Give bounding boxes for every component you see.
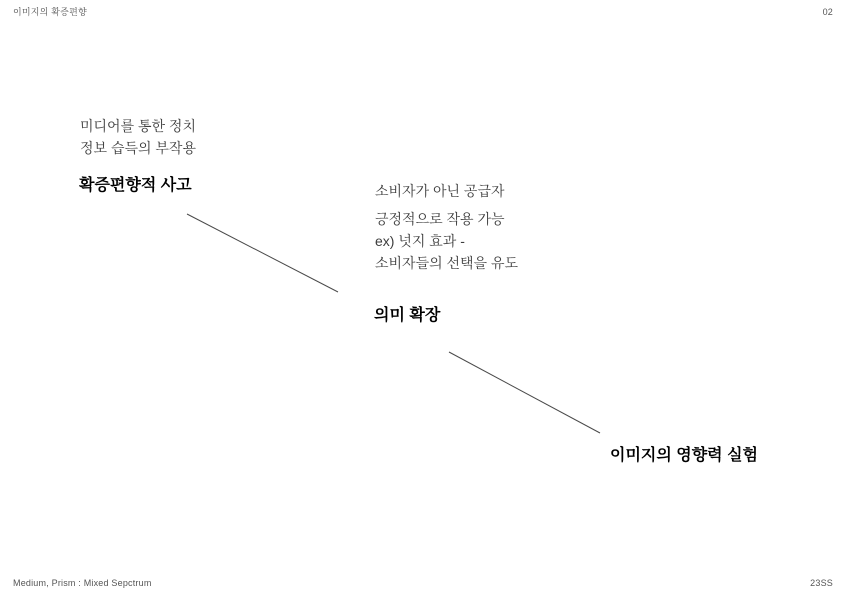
connector-line-bias-to-expansion (187, 214, 338, 292)
intro-text-block (80, 115, 196, 159)
supplier-line-4: 소비자들의 선택을 유도 (375, 255, 519, 271)
supplier-paragraph-2 (375, 208, 518, 274)
footer-season: 23SS (810, 578, 833, 588)
connector-line-expansion-to-influence (449, 352, 600, 433)
header-title: 이미지의 확증편향 (13, 7, 87, 17)
supplier-line-2: 긍정적으로 작용 가능 (375, 211, 505, 227)
intro-line-2: 정보 습득의 부작용 (80, 140, 196, 156)
node-meaning-expansion: 의미 확장 (374, 307, 441, 324)
header-page-number: 02 (822, 7, 833, 17)
footer-credit: Medium, Prism : Mixed Sepctrum (13, 578, 152, 588)
supplier-paragraph-1 (375, 180, 518, 202)
supplier-line-1: 소비자가 아닌 공급자 (375, 183, 505, 199)
node-confirmation-bias: 확증편향적 사고 (79, 177, 192, 194)
supplier-text-block (375, 180, 518, 274)
supplier-line-3: ex) 넛지 효과 - (375, 233, 465, 249)
intro-line-1: 미디어를 통한 정치 (80, 118, 196, 134)
node-image-influence: 이미지의 영향력 실험 (610, 447, 758, 464)
